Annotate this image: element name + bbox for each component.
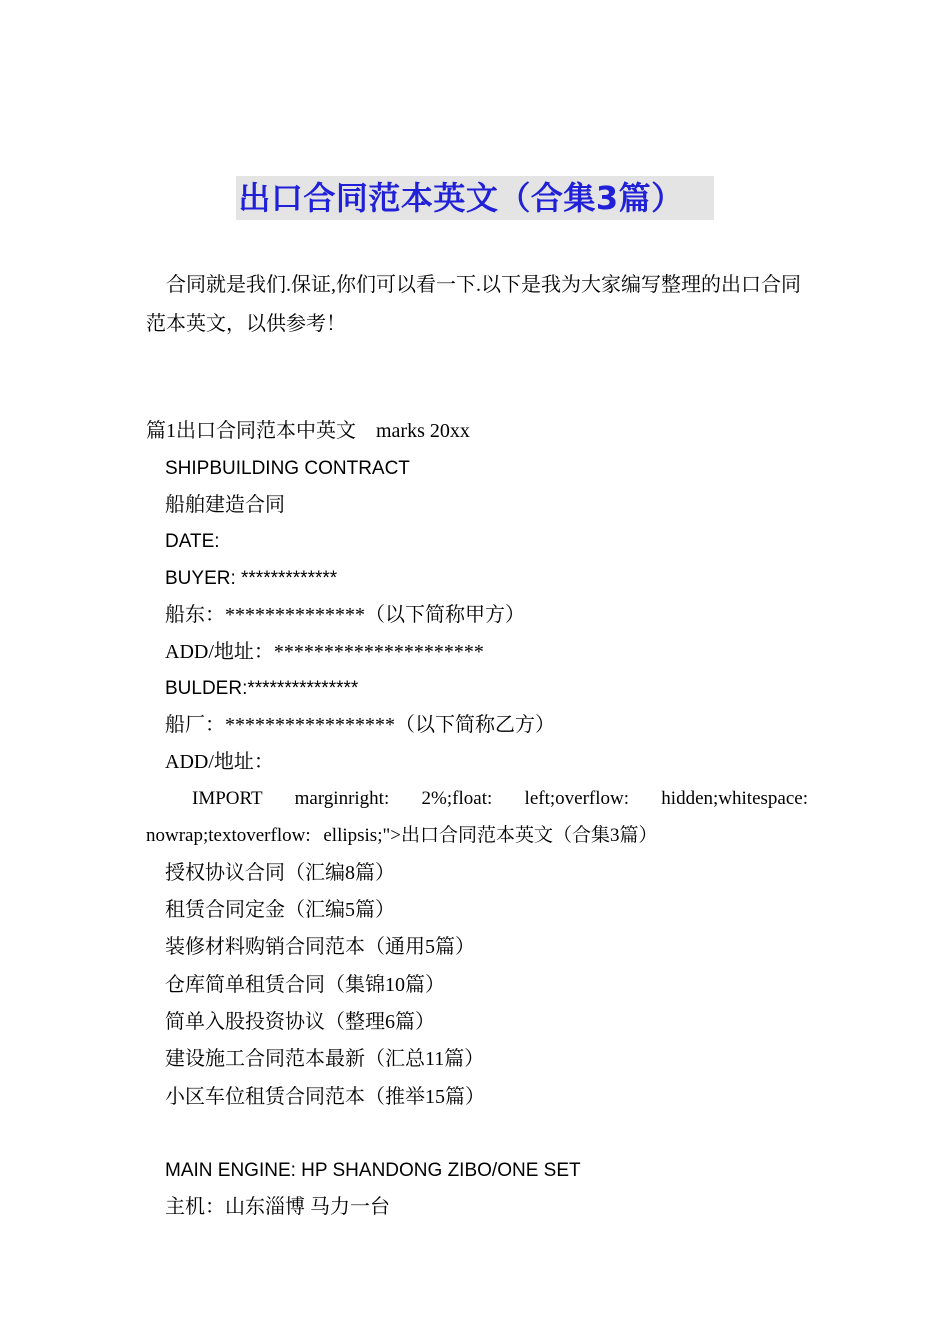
section-heading: 篇1出口合同范本中英文 marks 20xx [146, 420, 470, 442]
contract-line: 船东：**************（以下简称甲方） [165, 604, 525, 626]
import-paragraph: IMPORT marginright: 2%;float: left;overflow: hidden;whitespace: nowrap;textoverflow: ellipsis;">出口合同范本英文（合集3篇） [146, 788, 808, 846]
contract-line: DATE: [165, 531, 220, 552]
document-title: 出口合同范本英文（合集3篇） [236, 176, 713, 220]
contract-line: BUYER: ************* [165, 568, 338, 589]
related-link[interactable]: 租赁合同定金（汇编5篇） [165, 899, 395, 921]
contract-line: ADD/地址：********************* [165, 641, 484, 663]
contract-line: 船厂：*****************（以下简称乙方） [165, 714, 555, 736]
contract-line: BULDER:*************** [165, 678, 359, 699]
contract-line: 船舶建造合同 [165, 494, 285, 516]
related-link[interactable]: 授权协议合同（汇编8篇） [165, 862, 395, 884]
title-container [0, 176, 950, 220]
contract-line: SHIPBUILDING CONTRACT [165, 458, 410, 479]
contract-line: MAIN ENGINE: HP SHANDONG ZIBO/ONE SET [165, 1160, 581, 1181]
related-link[interactable]: 仓库简单租赁合同（集锦10篇） [165, 974, 445, 996]
related-link[interactable]: 小区车位租赁合同范本（推举15篇） [165, 1086, 485, 1108]
intro-paragraph: 合同就是我们.保证,你们可以看一下.以下是我为大家编写整理的出口合同范本英文，以供参考！ [146, 274, 801, 335]
related-link[interactable]: 建设施工合同范本最新（汇总11篇） [165, 1048, 485, 1070]
contract-line: ADD/地址： [165, 751, 274, 773]
related-link[interactable]: 装修材料购销合同范本（通用5篇） [165, 936, 475, 958]
related-link[interactable]: 简单入股投资协议（整理6篇） [165, 1011, 435, 1033]
contract-line: 主机：山东淄博 马力一台 [165, 1196, 390, 1218]
